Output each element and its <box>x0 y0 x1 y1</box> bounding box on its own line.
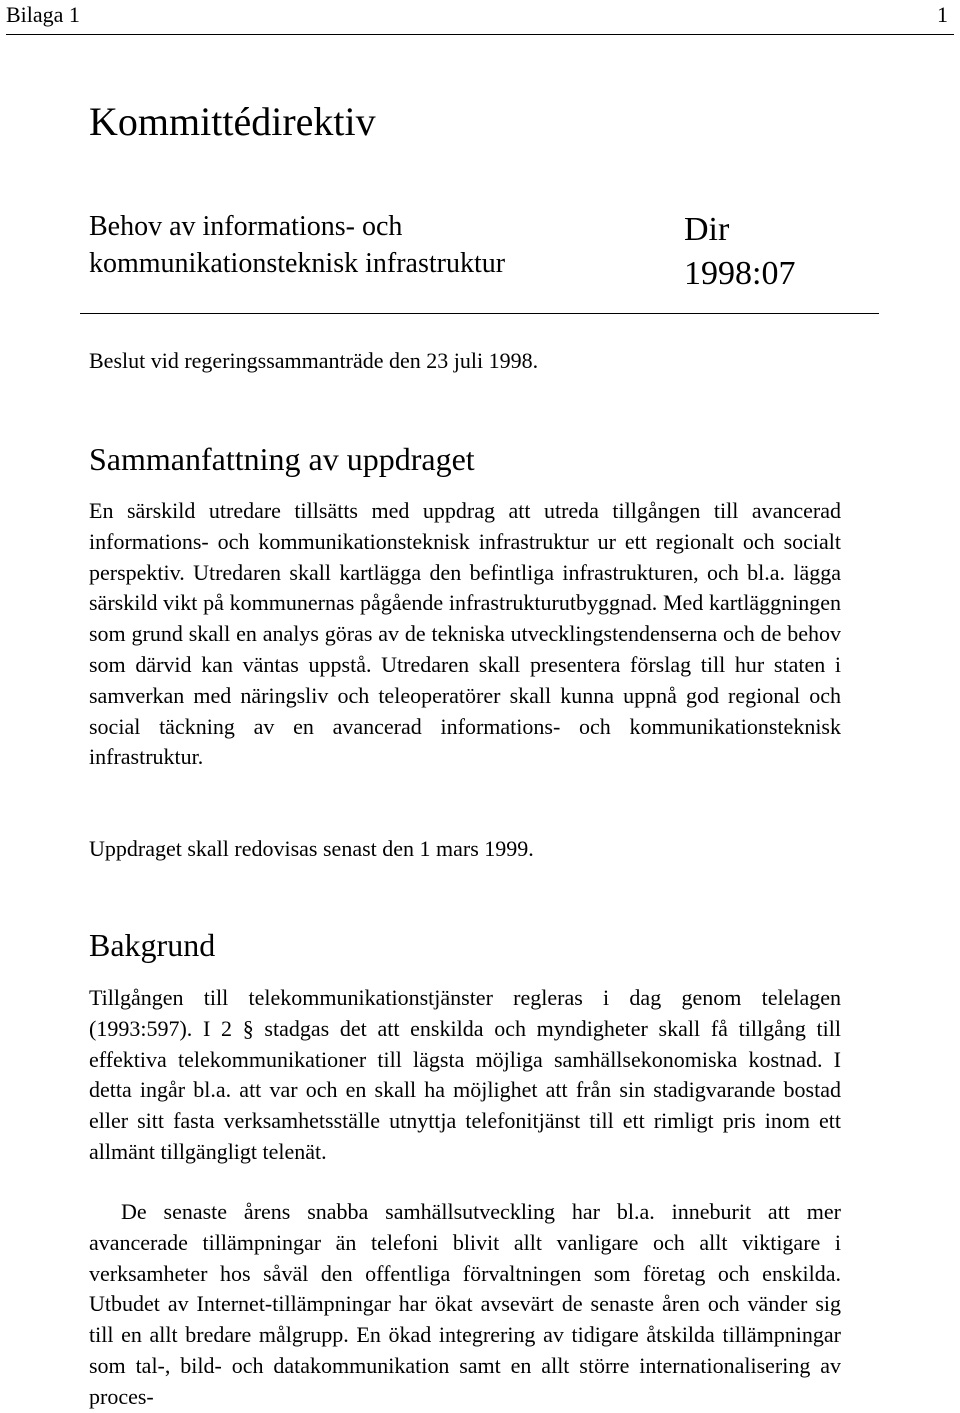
directive-number <box>684 208 795 296</box>
background-paragraph-2: De senaste årens snabba samhällsutveckling har bl.a. inneburit att mer avancerade tillämpningar än telefoni blivit allt vanligare och allt viktigare i verksamheter hos såväl den offentliga förvaltningen som företag och enskilda. Utbudet av Internet-tillämpningar har ökat avsevärt de senaste åren och vänder sig till en allt bredare målgrupp. En ökad integrering av tidigare åtskilda tillämpningar som tal-, bild- och datakommunikation samt en allt större internationalisering av proces- <box>89 1199 841 1409</box>
directive-subject <box>89 208 649 282</box>
appendix-label: Bilaga 1 <box>6 2 80 27</box>
directive-label: Dir <box>684 211 730 248</box>
section-heading-summary: Sammanfattning av uppdraget <box>89 441 475 477</box>
subject-line-1: Behov av informations- och <box>89 211 403 242</box>
background-paragraph-1: Tillgången till telekommunikationstjänster regleras i dag genom telelagen (1993:597). I 2 § stadgas det att enskilda och myndigheter skall få tillgång till effektiva telekommunikationer till lägsta möjliga samhällsekonomiska kostnad. I detta ingår bl.a. att var och en skall ha möjlighet att från sin stadigvarande bostad eller sitt fasta verksamhetsställe utnyttja telefonitjänst till ett rimligt pris inom ett allmänt tillgängligt telenät. <box>89 985 841 1164</box>
directive-code: 1998:07 <box>684 255 796 292</box>
deadline-paragraph: Uppdraget skall redovisas senast den 1 mars 1999. <box>89 836 534 861</box>
running-header <box>6 0 954 35</box>
subject-line-2: kommunikationsteknisk infrastruktur <box>89 248 506 279</box>
section-heading-background: Bakgrund <box>89 927 216 963</box>
summary-paragraph: En särskild utredare tillsätts med uppdrag att utreda tillgången till avancerad informations- och kommunikationsteknisk infrastruktur ur ett regionalt och socialt perspektiv. Utredaren skall kartlägga den befintliga infrastrukturen, och bl.a. lägga särskild vikt på kommunernas pågående infrastrukturutbyggnad. Med kartläggningen som grund skall en analys göras av de tekniska utvecklingstendenserna och de behov som därvid kan väntas uppstå. Utredaren skall presentera förslag till hur staten i samverkan med näringsliv och teleoperatörer skall kunna uppnå god regional och social täckning av en avancerad informations- och kommunikationsteknisk infrastruktur. <box>89 498 841 770</box>
decision-line: Beslut vid regeringssammanträde den 23 juli 1998. <box>89 348 539 373</box>
page-number: 1 <box>937 2 948 27</box>
document-title: Kommittédirektiv <box>89 99 376 144</box>
header-divider <box>80 313 879 314</box>
